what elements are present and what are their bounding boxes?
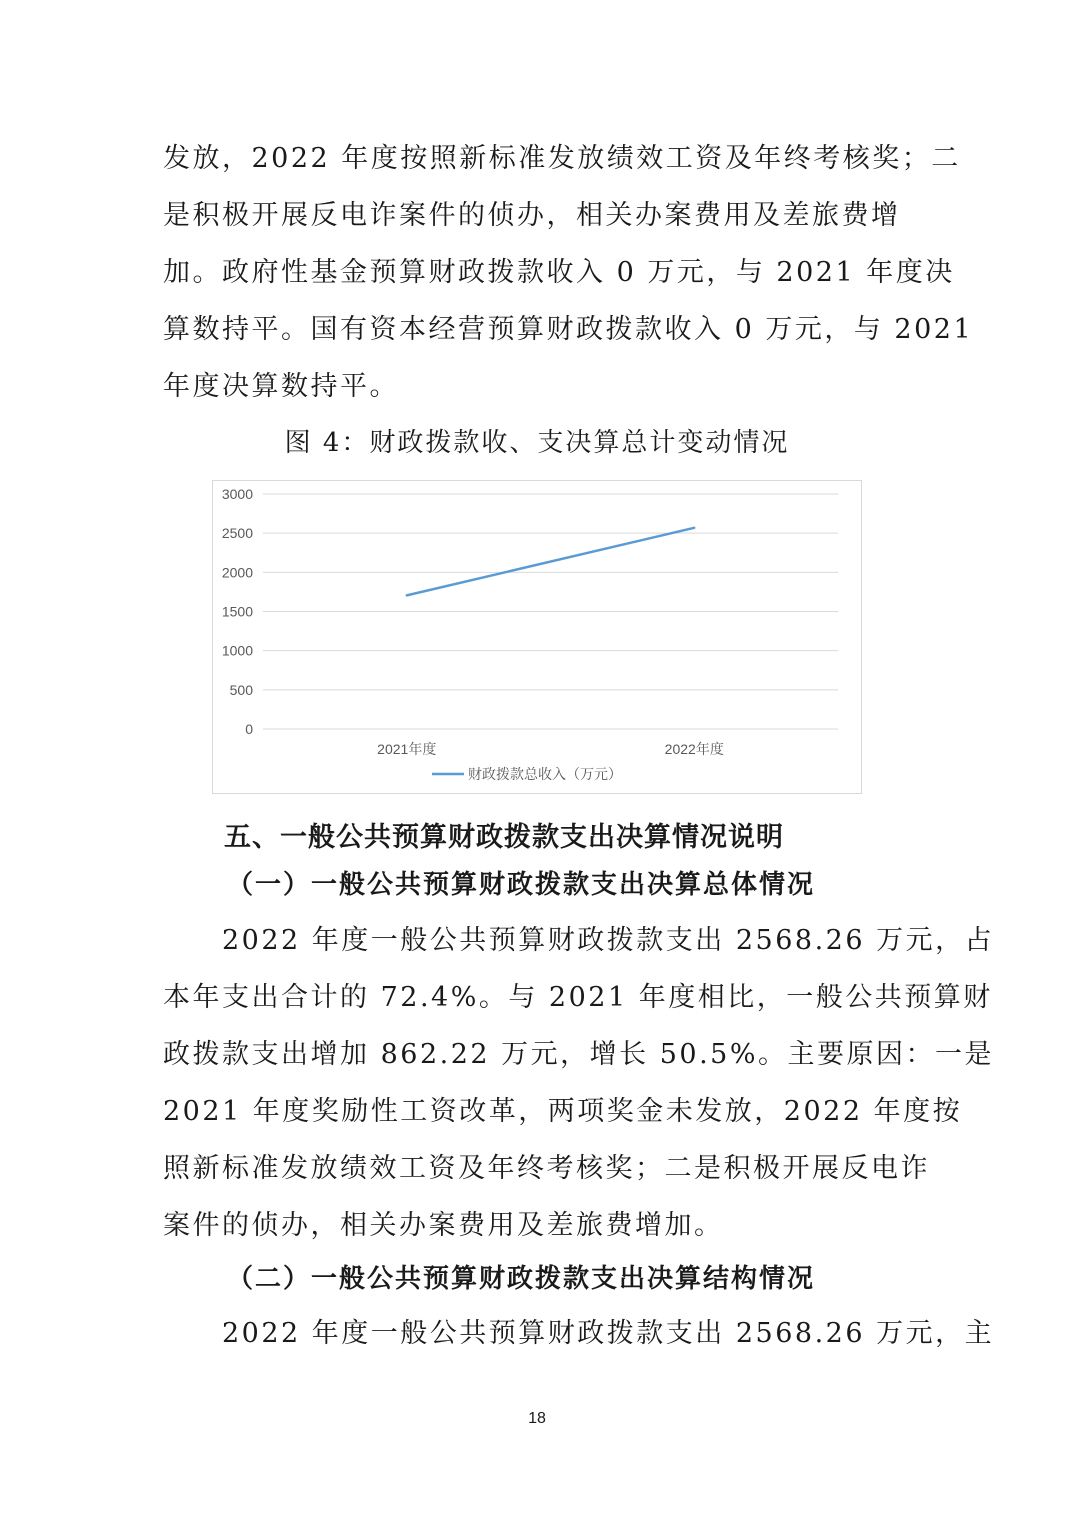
text-line: 算数持平。国有资本经营预算财政拨款收入 0 万元，与 2021 — [163, 314, 974, 345]
paragraph-income-explanation — [163, 130, 974, 415]
text-line: 案件的侦办，相关办案费用及差旅费增加。 — [163, 1210, 724, 1241]
section-heading: 五、一般公共预算财政拨款支出决算情况说明 — [224, 822, 784, 853]
line-chart — [212, 480, 862, 794]
y-tick-label: 500 — [229, 681, 253, 698]
y-tick-label: 0 — [245, 721, 253, 737]
series-line — [407, 528, 695, 596]
text-line: 年度决算数持平。 — [163, 371, 399, 402]
text-line: 本年支出合计的 72.4%。与 2021 年度相比，一般公共预算财 — [163, 982, 993, 1013]
text-line: 发放，2022 年度按照新标准发放绩效工资及年终考核奖；二 — [163, 143, 961, 174]
page-number: 18 — [528, 1410, 546, 1427]
figure-caption: 图 4：财政拨款收、支决算总计变动情况 — [284, 428, 790, 458]
legend-label: 财政拨款总收入（万元） — [468, 766, 622, 782]
paragraph-expenditure-structure — [163, 1305, 995, 1362]
x-tick-label: 2022年度 — [664, 741, 724, 757]
x-tick-label: 2021年度 — [377, 741, 437, 757]
text-line: 政拨款支出增加 862.22 万元，增长 50.5%。主要原因：一是 — [163, 1039, 994, 1070]
text-line: 2022 年度一般公共预算财政拨款支出 2568.26 万元，占 — [163, 925, 995, 956]
y-tick-label: 2500 — [221, 525, 253, 542]
chart-canvas — [213, 481, 863, 795]
y-tick-label: 2000 — [221, 564, 253, 581]
y-tick-label: 1000 — [221, 642, 253, 659]
text-line: 照新标准发放绩效工资及年终考核奖；二是积极开展反电诈 — [163, 1153, 930, 1184]
data-point — [693, 527, 695, 529]
text-line: 加。政府性基金预算财政拨款收入 0 万元，与 2021 年度决 — [163, 257, 955, 288]
text-line: 2021 年度奖励性工资改革，两项奖金未发放，2022 年度按 — [163, 1096, 963, 1127]
paragraph-expenditure-overall — [163, 912, 995, 1254]
subsection-heading-structure: （二）一般公共预算财政拨款支出决算结构情况 — [227, 1264, 816, 1294]
subsection-heading-overall: （一）一般公共预算财政拨款支出决算总体情况 — [227, 870, 816, 900]
text-line: 是积极开展反电诈案件的侦办，相关办案费用及差旅费增 — [163, 200, 901, 231]
data-point — [406, 594, 408, 596]
y-tick-label: 1500 — [221, 603, 253, 620]
y-tick-label: 3000 — [221, 486, 253, 502]
text-line: 2022 年度一般公共预算财政拨款支出 2568.26 万元，主 — [163, 1318, 995, 1349]
